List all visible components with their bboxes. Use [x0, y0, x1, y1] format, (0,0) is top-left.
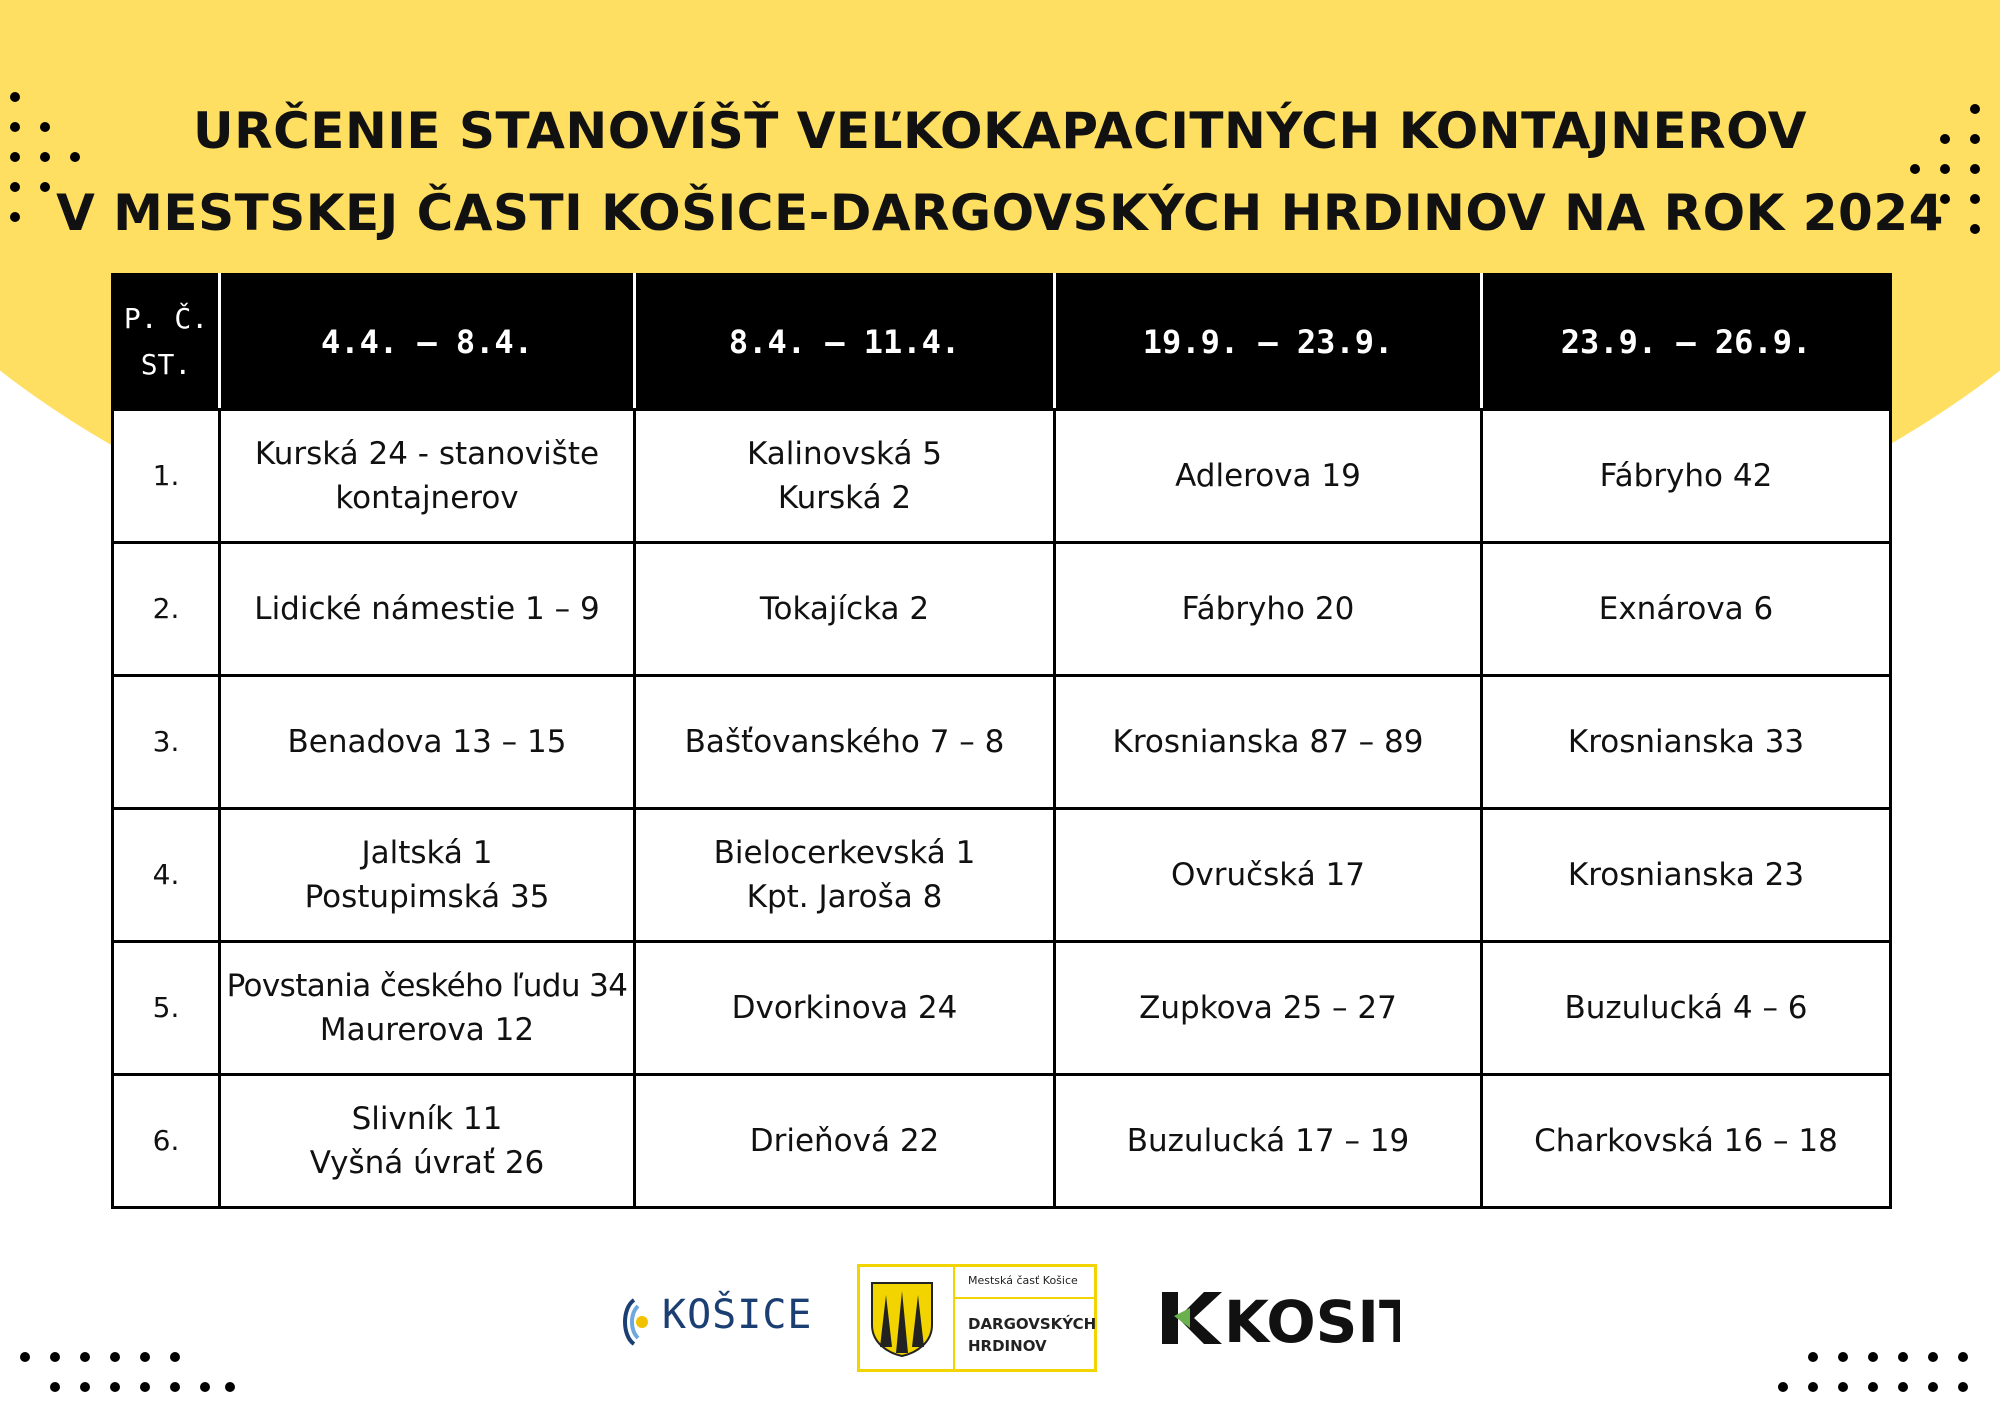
- kosice-logo: [620, 1288, 813, 1348]
- footer-logos: [0, 1262, 2000, 1372]
- table-cell: Zupkova 25 – 27: [1055, 942, 1482, 1075]
- row-number: 3.: [113, 676, 220, 809]
- table-cell: Buzulucká 17 – 19: [1055, 1075, 1482, 1208]
- coat-of-arms-icon: [870, 1281, 934, 1357]
- table-cell: Jaltská 1 Postupimská 35: [220, 809, 635, 942]
- table-cell: Dvorkinova 24: [635, 942, 1055, 1075]
- table-cell: Ovručská 17: [1055, 809, 1482, 942]
- header-period-2: 8.4. – 11.4.: [635, 275, 1055, 410]
- table-cell: Fábryho 20: [1055, 543, 1482, 676]
- dh-logo-name-line-1: DARGOVSKÝCH: [968, 1315, 1097, 1333]
- table-row: [113, 809, 1891, 942]
- row-number: 6.: [113, 1075, 220, 1208]
- row-number: 5.: [113, 942, 220, 1075]
- container-schedule-table: [111, 273, 1892, 1209]
- table-cell: Benadova 13 – 15: [220, 676, 635, 809]
- table-cell: Lidické námestie 1 – 9: [220, 543, 635, 676]
- table-cell: Adlerova 19: [1055, 410, 1482, 543]
- table-cell: Povstania českého ľudu 34 Maurerova 12: [220, 942, 635, 1075]
- row-number: 4.: [113, 809, 220, 942]
- logo-divider: [953, 1267, 955, 1369]
- table-row: [113, 1075, 1891, 1208]
- dh-logo-name-line-2: HRDINOV: [968, 1337, 1047, 1355]
- table-cell: Buzulucká 4 – 6: [1482, 942, 1891, 1075]
- dh-logo-subtitle: Mestská časť Košice: [968, 1274, 1078, 1287]
- table-cell: Bielocerkevská 1 Kpt. Jaroša 8: [635, 809, 1055, 942]
- table-cell: Kurská 24 - stanovište kontajnerov: [220, 410, 635, 543]
- table-cell: Slivník 11 Vyšná úvrať 26: [220, 1075, 635, 1208]
- header-period-1: 4.4. – 8.4.: [220, 275, 635, 410]
- header-period-3: 19.9. – 23.9.: [1055, 275, 1482, 410]
- header-order-number: P. Č. ST.: [113, 275, 220, 410]
- table-cell: Kalinovská 5 Kurská 2: [635, 410, 1055, 543]
- kosice-logo-text: KOŠICE: [662, 1292, 813, 1338]
- table-row: [113, 543, 1891, 676]
- row-number: 1.: [113, 410, 220, 543]
- kosit-logo-mark: [1160, 1286, 1400, 1350]
- table-row: [113, 942, 1891, 1075]
- table-row: [113, 676, 1891, 809]
- table-header-row: [113, 275, 1891, 410]
- kosice-emblem-icon: [620, 1296, 660, 1348]
- table-cell: Charkovská 16 – 18: [1482, 1075, 1891, 1208]
- header-period-4: 23.9. – 26.9.: [1482, 275, 1891, 410]
- row-number: 2.: [113, 543, 220, 676]
- logo-divider: [953, 1297, 1094, 1299]
- table-cell: Krosnianska 33: [1482, 676, 1891, 809]
- table-cell: Bašťovanského 7 – 8: [635, 676, 1055, 809]
- title-line-1: URČENIE STANOVÍŠŤ VEĽKOKAPACITNÝCH KONTAJNEROV: [193, 102, 1807, 160]
- table-cell: Krosnianska 87 – 89: [1055, 676, 1482, 809]
- table-cell: Tokajícka 2: [635, 543, 1055, 676]
- kosit-logo: [1160, 1286, 1400, 1350]
- table-cell: Fábryho 42: [1482, 410, 1891, 543]
- table-cell: Krosnianska 23: [1482, 809, 1891, 942]
- dargovskych-hrdinov-logo: [857, 1264, 1097, 1372]
- page-title: [0, 90, 2000, 254]
- table-row: [113, 410, 1891, 543]
- table-cell: Exnárova 6: [1482, 543, 1891, 676]
- kosit-logo-text: KOSIT: [1224, 1288, 1400, 1350]
- table-cell: Drieňová 22: [635, 1075, 1055, 1208]
- title-line-2: V MESTSKEJ ČASTI KOŠICE-DARGOVSKÝCH HRDINOV NA ROK 2024: [56, 184, 1944, 242]
